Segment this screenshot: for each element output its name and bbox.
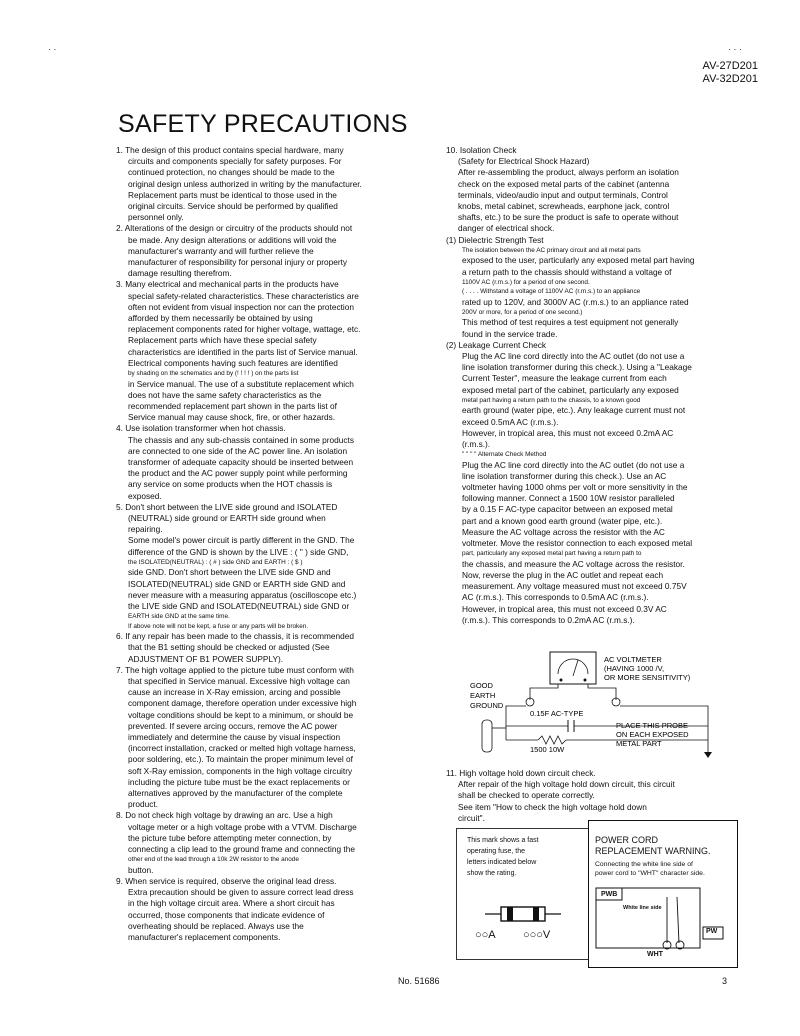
text-line: recommended replacement part shown in the parts list of <box>128 400 337 411</box>
text-line: including the picture tube must be the exact replacements or <box>128 776 350 787</box>
power-cord-title-1: POWER CORD <box>595 835 658 845</box>
text-line: side GND. Don't short between the LIVE side GND and <box>128 567 331 578</box>
text-line: repairing. <box>128 524 163 535</box>
text-line: Some model's power circuit is partly different in the GND. The <box>128 535 355 546</box>
text-line: 1. The design of this product contains special hardware, many <box>116 145 344 155</box>
model-number-1: AV-27D201 <box>702 60 758 72</box>
text-line: soft X-Ray emission, components in the high voltage circuitry <box>128 765 353 776</box>
text-line: voltage conditions should be kept to a minimum, or should be <box>128 709 354 720</box>
power-cord-title-2: REPLACEMENT WARNING. <box>595 846 711 856</box>
text-line: terminals, video/audio input and output terminals, Control <box>458 189 668 200</box>
fuse-text-2: operating fuse, the <box>467 848 525 855</box>
text-line: be made. Any design alterations or additions will void the <box>128 234 337 245</box>
text-line: connecting a clip lead to the ground frame and connecting the <box>128 843 355 854</box>
text-line: measurement. Any voltage measured must not exceed 0.75V <box>462 581 687 592</box>
text-line: immediately and determine the cause by visual inspection <box>128 731 341 742</box>
white-line-label: White line side <box>623 905 662 911</box>
text-line: prevented. If severe arcing occurs, remove the AC power <box>128 720 338 731</box>
crop-mark-left: · · <box>48 44 57 54</box>
meter-scale <box>558 659 588 674</box>
text-line: 1100V AC (r.m.s.) for a period of one second. <box>462 278 590 286</box>
text-line: original design unless authorized in writing by the manufacturer. <box>128 178 362 189</box>
text-line: (Safety for Electrical Shock Hazard) <box>458 156 590 167</box>
text-line: (incorrect installation, cracked or melted high voltage harness, <box>128 743 356 754</box>
text-line: manufacturer's replacement components. <box>128 931 281 942</box>
probe-tip <box>704 752 712 758</box>
text-line: line isolation transformer during this check.). Using a "Leakage <box>462 362 692 373</box>
text-line: replacement components rated for higher voltage, wattage, etc. <box>128 324 361 335</box>
power-cord-warning-box <box>588 820 738 968</box>
text-line: difference of the GND is shown by the LIVE : ( " ) side GND, <box>128 546 349 557</box>
text-line: a return path to the chassis should withstand a voltage of <box>462 266 672 277</box>
text-line: (2) Leakage Current Check <box>446 339 547 350</box>
text-line: 10. Isolation Check <box>446 145 517 155</box>
fuse-text-1: This mark shows a fast <box>467 837 539 844</box>
text-line: in the high voltage circuit area. Where a short circuit has <box>128 898 335 909</box>
text-line: If above note will not be kept, a fuse or any parts will be broken. <box>128 622 309 630</box>
label-place-3: METAL PART <box>616 739 662 748</box>
label-capacitor: 0.15F AC-TYPE <box>530 709 584 718</box>
text-line: transformer of adequate capacity should be inserted between <box>128 456 354 467</box>
text-line: (r.m.s.). This corresponds to 0.2mA AC (r.m.s.). <box>462 614 635 625</box>
text-line: This method of test requires a test equipment not generally <box>462 317 679 328</box>
text-line: the LIVE side GND and ISOLATED(NEUTRAL) side GND or <box>128 600 350 611</box>
text-line: 6. If any repair has been made to the chassis, it is recommended <box>116 631 354 642</box>
text-line: cause an increase in X-Ray emission, arcing and possible <box>128 687 341 698</box>
fuse-symbol-icon <box>485 899 561 929</box>
text-line: poor soldering, etc.). To maintain the proper minimum level of <box>128 754 353 765</box>
text-line: personnel only. <box>128 212 184 223</box>
text-line: (NEUTRAL) side ground or EARTH side ground when <box>128 513 326 523</box>
pwb-diagram <box>595 887 731 963</box>
text-line: any service on some products when the HOT chassis is <box>128 479 333 490</box>
label-sensitivity: OR MORE SENSITIVITY) <box>604 673 691 682</box>
text-line: exceed 0.5mA AC (r.m.s.). <box>462 416 559 427</box>
voltmeter-box <box>550 652 596 684</box>
text-line: are connected to one side of the AC power line. An isolation <box>128 445 348 456</box>
text-line: However, in tropical area, this must not exceed 0.2mA AC <box>462 427 674 438</box>
label-earth: EARTH <box>470 691 496 700</box>
text-line: metal part having a return path to the chassis, to a known good <box>462 396 641 404</box>
text-line: Current Tester", measure the leakage current from each <box>462 373 667 384</box>
fuse-text-4: show the rating. <box>467 870 517 877</box>
power-cord-text-1: Connecting the white line side of <box>595 861 693 868</box>
text-line: (r.m.s.). <box>462 438 491 449</box>
text-line: part, particularly any exposed metal part having a return path to <box>462 550 642 558</box>
text-line: 8. Do not check high voltage by drawing an arc. Use a high <box>116 810 333 821</box>
text-line: shafts, etc.) to be sure the product is safe to operate without <box>458 212 679 223</box>
text-line: Service manual may cause shock, fire, or other hazards. <box>128 412 336 423</box>
text-line: shall be checked to operate correctly. <box>458 790 595 801</box>
label-ground: GROUND <box>470 701 504 710</box>
text-line: Plug the AC line cord directly into the AC outlet (do not use a <box>462 351 685 362</box>
text-line: manufacturer of responsibility for personal injury or property <box>128 257 348 268</box>
text-line: Electrical components having such features are identified <box>128 357 338 368</box>
text-line: damage resulting therefrom. <box>128 268 232 279</box>
left-column <box>116 145 406 943</box>
text-line: that specified in Service manual. Excessive high voltage can <box>128 675 350 686</box>
text-line: often not evident from visual inspection nor can the protection <box>128 301 354 312</box>
fuse-mark-box <box>456 828 590 960</box>
text-line: Measure the AC voltage across the resistor with the AC <box>462 526 665 537</box>
text-line: danger of electrical shock. <box>458 223 555 234</box>
text-line: knobs, metal cabinet, screwheads, earphone jack, control <box>458 201 670 212</box>
text-line: 9. When service is required, observe the original lead dress. <box>116 875 337 886</box>
text-line: earth ground (water pipe, etc.). Any leakage current must not <box>462 405 686 416</box>
text-line: the chassis, and measure the AC voltage across the resistor. <box>462 558 685 569</box>
wht-label: WHT <box>647 951 663 958</box>
text-line: found in the service trade. <box>462 328 558 339</box>
text-line: exposed. <box>128 490 162 501</box>
text-line: line isolation transformer during this check.). Use an AC <box>462 470 667 481</box>
text-line: exposed to the user, particularly any exposed metal part having <box>462 255 695 266</box>
text-line: Replacement parts must be identical to those used in the <box>128 189 337 200</box>
text-line: However, in tropical area, this must not exceed 0.3V AC <box>462 603 667 614</box>
water-pipe <box>482 720 492 752</box>
leakage-circuit-diagram <box>468 648 728 760</box>
text-line: Replacement parts which have these special safety <box>128 335 317 346</box>
text-line: ISOLATED(NEUTRAL) side GND or EARTH side GND and <box>128 578 346 589</box>
text-line: alternatives approved by the manufacturer of the complete <box>128 787 343 798</box>
text-line: 5. Don't short between the LIVE side ground and ISOLATED <box>116 501 338 512</box>
text-line: component damage, therefore operation under excessive high <box>128 698 357 709</box>
text-line: EARTH side GND at the same time. <box>128 613 230 621</box>
pw-label: PW <box>706 928 718 935</box>
fuse-rating-a: ○○A <box>475 929 496 941</box>
label-voltmeter: AC VOLTMETER <box>604 655 662 664</box>
text-line: button. <box>128 864 154 875</box>
text-line: other end of the lead through a 10k 2W resistor to the anode <box>128 856 299 864</box>
section-11 <box>446 768 724 824</box>
right-column <box>446 145 724 626</box>
label-place-2: ON EACH EXPOSED <box>616 730 689 739</box>
text-line: occurred, those components that indicate evidence of <box>128 909 325 920</box>
text-line: Extra precaution should be given to assure correct lead dress <box>128 887 354 898</box>
text-line: that the B1 setting should be checked or adjusted (See <box>128 642 330 653</box>
text-line: See item "How to check the high voltage hold down <box>458 801 647 812</box>
crop-mark-right: · · · <box>728 44 742 54</box>
label-resistor: 1500 10W <box>530 745 565 754</box>
text-line: 2. Alterations of the design or circuitry of the products should not <box>116 223 353 234</box>
text-line: manufacturer's warranty and will further relieve the <box>128 245 314 256</box>
text-line: by a 0.15 F AC-type capacitor between an exposed metal <box>462 504 673 515</box>
text-line: The isolation between the AC primary circuit and all metal parts <box>462 246 641 254</box>
text-line: the product and the AC power supply point while performing <box>128 468 348 479</box>
text-line: (1) Dielectric Strength Test <box>446 234 544 245</box>
text-line: 3. Many electrical and mechanical parts in the products have <box>116 279 339 290</box>
text-line: exposed metal part of the cabinet, particularly any exposed <box>462 384 679 395</box>
text-line: never measure with a measuring apparatus (oscilloscope etc.) <box>128 589 357 600</box>
pwb-label: PWB <box>601 891 618 898</box>
text-line: continued protection, no changes should be made to the <box>128 167 335 178</box>
text-line: rated up to 120V, and 3000V AC (r.m.s.) to an appliance rated <box>462 296 689 307</box>
text-line: product. <box>128 799 158 810</box>
text-line: ( . . . . Withstand a voltage of 1100V AC (r.m.s.) to an appliance <box>462 288 641 296</box>
page-title: SAFETY PRECAUTIONS <box>118 110 408 138</box>
resistor-symbol <box>538 736 566 744</box>
label-place-1: PLACE THIS PROBE <box>616 721 688 730</box>
text-line: Plug the AC line cord directly into the AC outlet (do not use a <box>462 459 685 470</box>
meter-needle <box>573 660 578 676</box>
text-line: afforded by them necessarily be obtained by using <box>128 313 313 324</box>
text-line: " " " " Alternate Check Method <box>462 451 547 459</box>
text-line: special safety-related characteristics. These characteristics are <box>128 290 359 301</box>
text-line: 7. The high voltage applied to the picture tube must conform with <box>116 664 354 675</box>
page-number: 3 <box>722 976 728 986</box>
text-line: overheating should be replaced. Always use the <box>128 920 304 931</box>
text-line: ADJUSTMENT OF B1 POWER SUPPLY). <box>128 653 284 664</box>
text-line: voltmeter having 1000 ohms per volt or more sensitivity in the <box>462 482 688 493</box>
power-cord-text-2: power cord to "WHT" character side. <box>595 870 705 877</box>
text-line: After repair of the high voltage hold down circuit, this circuit <box>458 779 675 790</box>
text-line: part and a known good earth ground (water pipe, etc.). <box>462 515 663 526</box>
text-line: following manner. Connect a 1500 10W resistor paralleled <box>462 493 675 504</box>
text-line: voltmeter. Move the resistor connection to each exposed metal <box>462 538 693 549</box>
label-good: GOOD <box>470 681 493 690</box>
text-line: does not have the same safety characteristics as the <box>128 389 322 400</box>
text-line: AC (r.m.s.). This corresponds to 0.5mA AC (r.m.s.). <box>462 592 649 603</box>
text-line: in Service manual. The use of a substitute replacement which <box>128 378 354 389</box>
text-line: original circuits. Service should be performed by qualified <box>128 201 338 212</box>
text-line: characteristics are identified in the parts list of Service manual. <box>128 346 358 357</box>
text-line: 11. High voltage hold down circuit check. <box>446 768 596 778</box>
text-line: check on the exposed metal parts of the cabinet (antenna <box>458 178 670 189</box>
text-line: Now, reverse the plug in the AC outlet and repeat each <box>462 570 664 580</box>
text-line: 200V or more, for a period of one second.) <box>462 308 583 316</box>
fuse-text-3: letters indicated below <box>467 859 537 866</box>
text-line: circuit". <box>458 812 485 823</box>
text-line: the picture tube before attempting meter connection, by <box>128 832 332 843</box>
text-line: the ISOLATED(NEUTRAL) : ( # ) side GND and EARTH : ( $ ) <box>128 558 303 566</box>
model-number-2: AV-32D201 <box>702 73 758 85</box>
text-line: circuits and components specially for safety purposes. For <box>128 156 342 167</box>
fuse-rating-v: ○○○V <box>523 929 551 941</box>
text-line: by shading on the schematics and by (! ! ! ! ) on the parts list <box>128 370 299 378</box>
document-number: No. 51686 <box>398 976 440 986</box>
label-having: (HAVING 1000 /V, <box>604 664 665 673</box>
text-line: voltage meter or a high voltage probe with a VTVM. Discharge <box>128 821 357 832</box>
text-line: The chassis and any sub-chassis contained in some products <box>128 434 354 445</box>
text-line: After re-assembling the product, always perform an isolation <box>458 167 679 178</box>
text-line: 4. Use isolation transformer when hot chassis. <box>116 423 286 434</box>
